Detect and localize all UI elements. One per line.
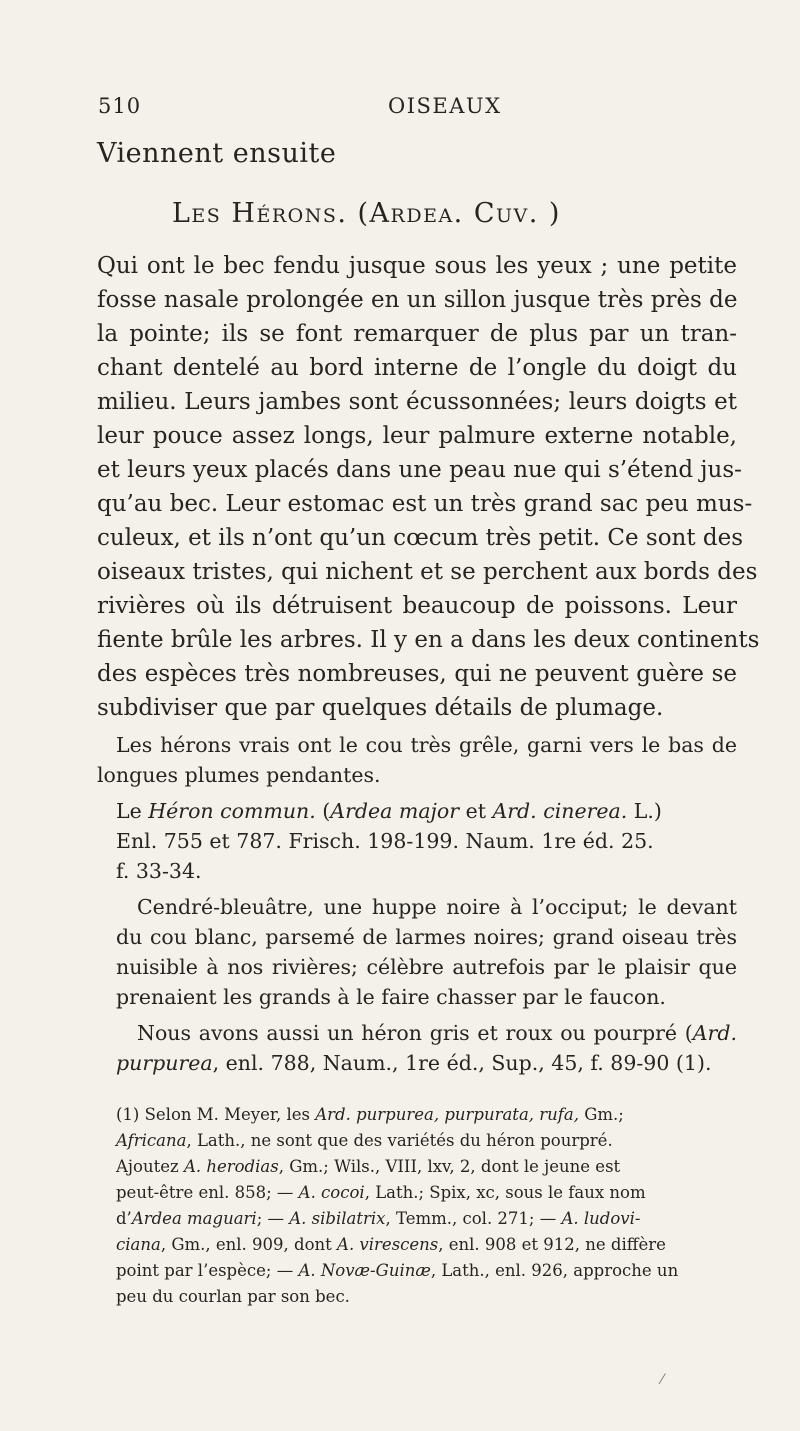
footnote-line: d’Ardea maguari; — A. sibilatrix, Temm., col. 271; — A. ludovi-	[116, 1209, 641, 1228]
section-title: Les Hérons. (Ardea. Cuv. )	[172, 198, 561, 229]
printer-mark: ⁄	[661, 1372, 664, 1388]
footnote-line: (1) Selon M. Meyer, les Ard. purpurea, purpurata, rufa, Gm.;	[116, 1105, 624, 1124]
paragraph-line: milieu. Leurs jambes sont écussonnées; leurs doigts et	[97, 389, 737, 415]
paragraph-line: fosse nasale prolongée en un sillon jusque très près de	[97, 287, 738, 313]
page-number: 510	[98, 94, 142, 118]
paragraph-line: subdiviser que par quelques détails de plumage.	[97, 695, 664, 721]
paragraph-line: fiente brûle les arbres. Il y en a dans les deux continents	[97, 627, 760, 653]
species-entry-heading: Le Héron commun. (Ardea major et Ard. cinerea. L.)	[116, 799, 662, 823]
paragraph-line: la pointe; ils se font remarquer de plus par un tran-	[97, 321, 737, 347]
paragraph-line: culeux, et ils n’ont qu’un cœcum très petit. Ce sont des	[97, 525, 744, 551]
paragraph-line: leur pouce assez longs, leur palmure externe notable,	[97, 423, 737, 449]
footnote-line: peu du courlan par son bec.	[116, 1287, 350, 1306]
paragraph-line: Cendré-bleuâtre, une huppe noire à l’occiput; le devant	[137, 895, 737, 919]
species-latin-name: Ardea major	[330, 799, 460, 823]
footnote-line: Africana, Lath., ne sont que des variétés du héron pourpré.	[116, 1131, 613, 1150]
species-entry-reference: Enl. 755 et 787. Frisch. 198-199. Naum. 1re éd. 25.	[116, 829, 654, 853]
paragraph-line: qu’au bec. Leur estomac est un très grand sac peu mus-	[97, 491, 753, 517]
paragraph-line: oiseaux tristes, qui nichent et se perchent aux bords des	[97, 559, 758, 585]
paragraph-line: nuisible à nos rivières; célèbre autrefois par le plaisir que	[116, 955, 737, 979]
lead-in-text: Viennent ensuite	[97, 138, 337, 169]
paragraph-line: prenaient les grands à le faire chasser par le faucon.	[116, 985, 666, 1009]
paragraph-line: purpurea, enl. 788, Naum., 1re éd., Sup., 45, f. 89-90 (1).	[116, 1051, 712, 1075]
species-entry-reference: f. 33-34.	[116, 859, 202, 883]
footnote-line: peut-être enl. 858; — A. cocoi, Lath.; Spix, xc, sous le faux nom	[116, 1183, 646, 1202]
paragraph-line: Les hérons vrais ont le cou très grêle, garni vers le bas de	[116, 733, 737, 757]
species-latin-name: Ard. cinerea.	[492, 799, 628, 823]
footnote-line: point par l’espèce; — A. Novæ-Guinæ, Lath., enl. 926, approche un	[116, 1261, 679, 1280]
running-title: OISEAUX	[388, 94, 502, 118]
paragraph-line: longues plumes pendantes.	[97, 763, 381, 787]
paragraph-line: chant dentelé au bord interne de l’ongle du doigt du	[97, 355, 737, 381]
paragraph-line: du cou blanc, parsemé de larmes noires; grand oiseau très	[116, 925, 737, 949]
paragraph-line: Qui ont le bec fendu jusque sous les yeux ; une petite	[97, 253, 737, 279]
species-common-name: Héron commun.	[148, 799, 316, 823]
paragraph-line: et leurs yeux placés dans une peau nue qui s’étend jus-	[97, 457, 742, 483]
footnote-line: ciana, Gm., enl. 909, dont A. virescens, enl. 908 et 912, ne diffère	[116, 1235, 666, 1254]
paragraph-line: des espèces très nombreuses, qui ne peuvent guère se	[97, 661, 737, 687]
footnote-line: Ajoutez A. herodias, Gm.; Wils., VIII, lxv, 2, dont le jeune est	[116, 1157, 621, 1176]
paragraph-line: Nous avons aussi un héron gris et roux ou pourpré (Ard.	[137, 1021, 737, 1045]
paragraph-line: rivières où ils détruisent beaucoup de poissons. Leur	[97, 593, 737, 619]
